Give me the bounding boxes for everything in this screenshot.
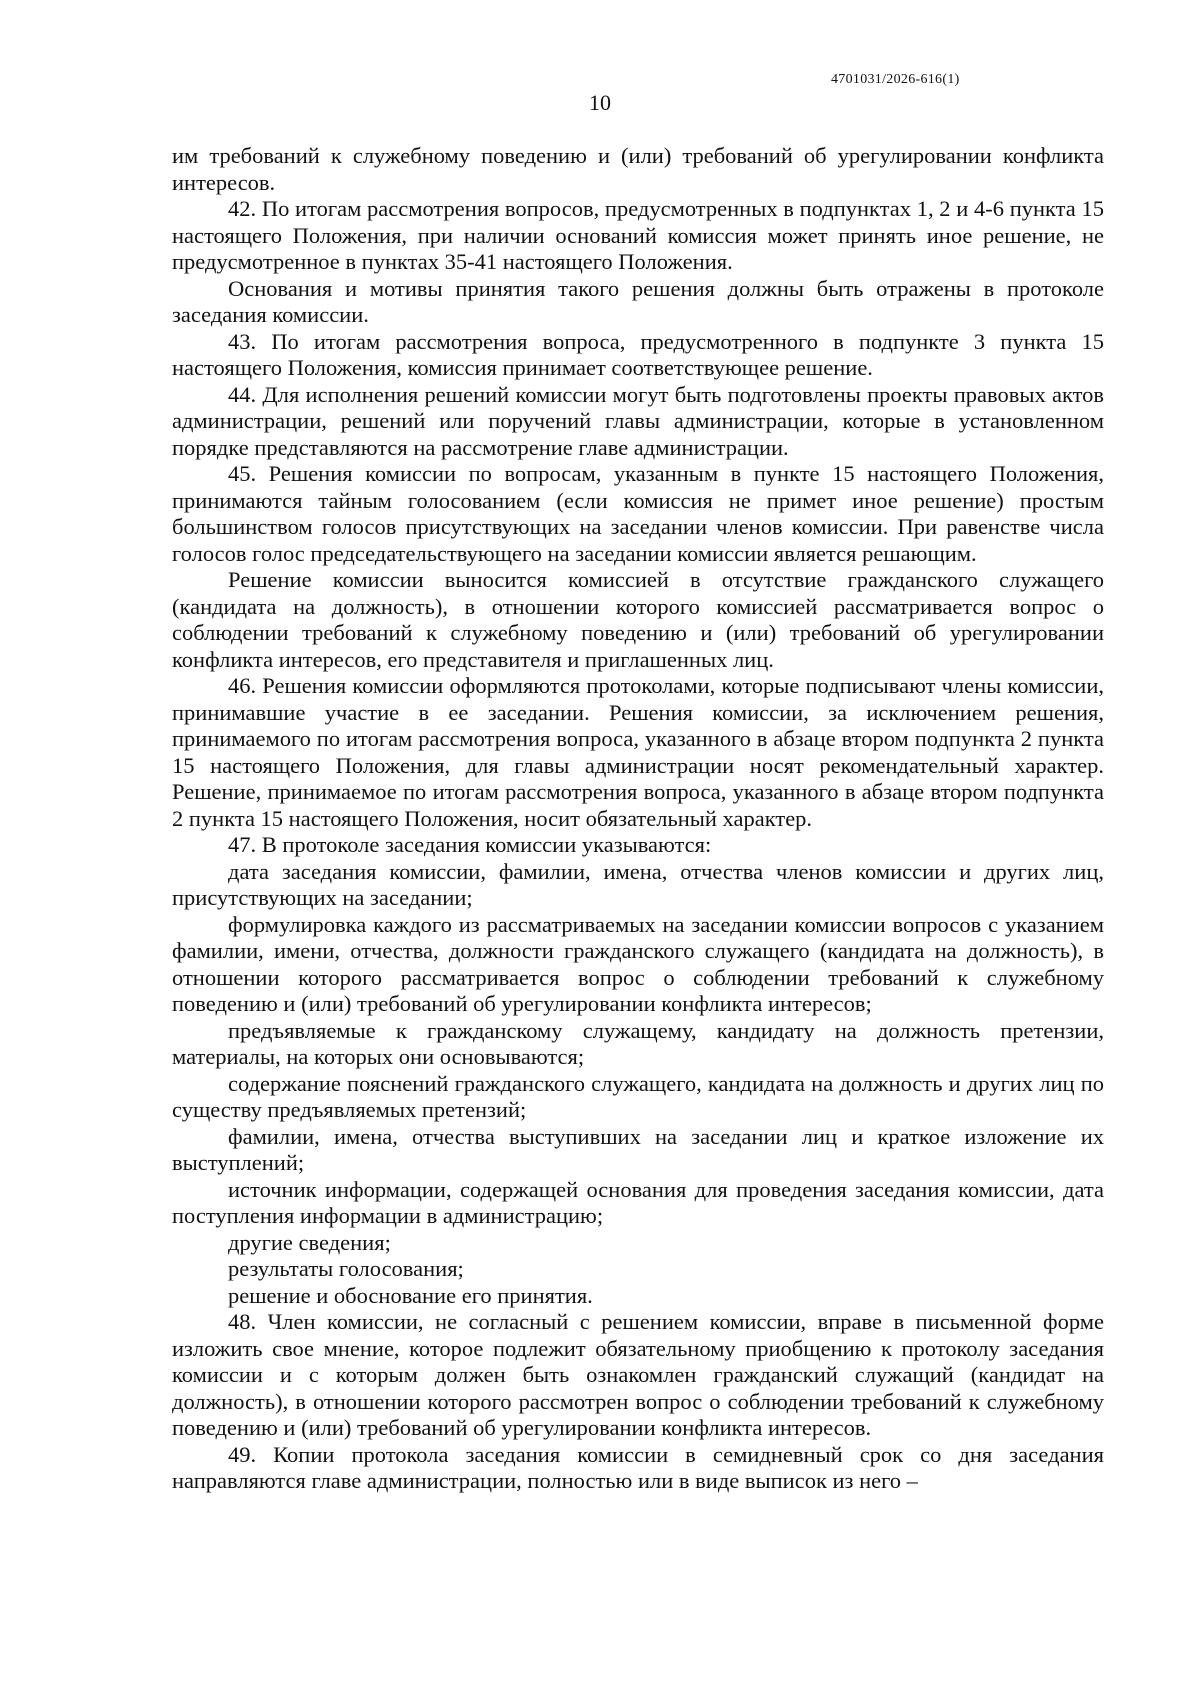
paragraph-49: 49. Копии протокола заседания комиссии в семидневный срок со дня заседания направляются главе администрации, полностью или в виде выписок из него –	[172, 1441, 1104, 1493]
paragraph-47-item-explanations: содержание пояснений гражданского служащего, кандидата на должность и других лиц по существу предъявляемых претензий;	[172, 1070, 1104, 1122]
paragraph-47-item-claims: предъявляемые к гражданскому служащему, кандидату на должность претензии, материалы, на которых они основываются;	[172, 1017, 1104, 1069]
paragraph-45-absence: Решение комиссии выносится комиссией в отсутствие гражданского служащего (кандидата на должность), в отношении которого комиссией рассматривается вопрос о соблюдении требований к служебному поведению и (или) требований об урегулировании конфликта интересов, его представителя и приглашенных лиц.	[172, 567, 1104, 672]
paragraph-47-item-wording: формулировка каждого из рассматриваемых на заседании комиссии вопросов с указанием фамилии, имени, отчества, должности гражданского служащего (кандидата на должность), в отношении которого рассматривается вопрос о соблюдении требований к служебному поведению и (или) требований об урегулировании конфликта интересов;	[172, 911, 1104, 1016]
document-id: 4701031/2026-616(1)	[831, 72, 960, 87]
paragraph-continuation: им требований к служебному поведению и (или) требований об урегулировании конфликта интересов.	[172, 143, 1104, 195]
paragraph-47-item-decision: решение и обоснование его принятия.	[228, 1282, 593, 1308]
paragraph-47-item-date: дата заседания комиссии, фамилии, имена, отчества членов комиссии и других лиц, присутствующих на заседании;	[172, 858, 1104, 910]
document-body	[172, 143, 1104, 1495]
page-number: 10	[589, 90, 611, 115]
paragraph-43: 43. По итогам рассмотрения вопроса, предусмотренного в подпункте 3 пункта 15 настоящего Положения, комиссия принимает соответствующее решение.	[172, 328, 1104, 380]
paragraph-46: 46. Решения комиссии оформляются протоколами, которые подписывают члены комиссии, принимавшие участие в ее заседании. Решения комиссии, за исключением решения, принимаемого по итогам рассмотрения вопроса, указанного в абзаце втором подпункта 2 пункта 15 настоящего Положения, для главы администрации носят рекомендательный характер. Решение, принимаемое по итогам рассмотрения вопроса, указанного в абзаце втором подпункта 2 пункта 15 настоящего Положения, носит обязательный характер.	[172, 673, 1104, 831]
paragraph-47-item-speakers: фамилии, имена, отчества выступивших на заседании лиц и краткое изложение их выступлений;	[172, 1123, 1104, 1175]
paragraph-45: 45. Решения комиссии по вопросам, указанным в пункте 15 настоящего Положения, принимаются тайным голосованием (если комиссия не примет иное решение) простым большинством голосов присутствующих на заседании членов комиссии. При равенстве числа голосов голос председательствующего на заседании комиссии является решающим.	[172, 461, 1104, 566]
paragraph-47: 47. В протоколе заседания комиссии указываются:	[228, 832, 712, 857]
paragraph-47-item-voting: результаты голосования;	[228, 1256, 464, 1281]
paragraph-47-item-source: источник информации, содержащей основания для проведения заседания комиссии, дата поступления информации в администрацию;	[172, 1176, 1104, 1228]
paragraph-47-item-other: другие сведения;	[228, 1229, 391, 1255]
paragraph-42-grounds: Основания и мотивы принятия такого решения должны быть отражены в протоколе заседания комиссии.	[172, 275, 1104, 327]
paragraph-48: 48. Член комиссии, не согласный с решением комиссии, вправе в письменной форме изложить свое мнение, которое подлежит обязательному приобщению к протоколу заседания комиссии и с которым должен быть ознакомлен гражданский служащий (кандидат на должность), в отношении которого рассмотрен вопрос о соблюдении требований к служебному поведению и (или) требований об урегулировании конфликта интересов.	[172, 1309, 1104, 1440]
paragraph-42: 42. По итогам рассмотрения вопросов, предусмотренных в подпунктах 1, 2 и 4-6 пункта 15 настоящего Положения, при наличии оснований комиссия может принять иное решение, не предусмотренное в пунктах 35-41 настоящего Положения.	[172, 196, 1104, 274]
paragraph-44: 44. Для исполнения решений комиссии могут быть подготовлены проекты правовых актов администрации, решений или поручений главы администрации, которые в установленном порядке представляются на рассмотрение главе администрации.	[172, 381, 1104, 460]
